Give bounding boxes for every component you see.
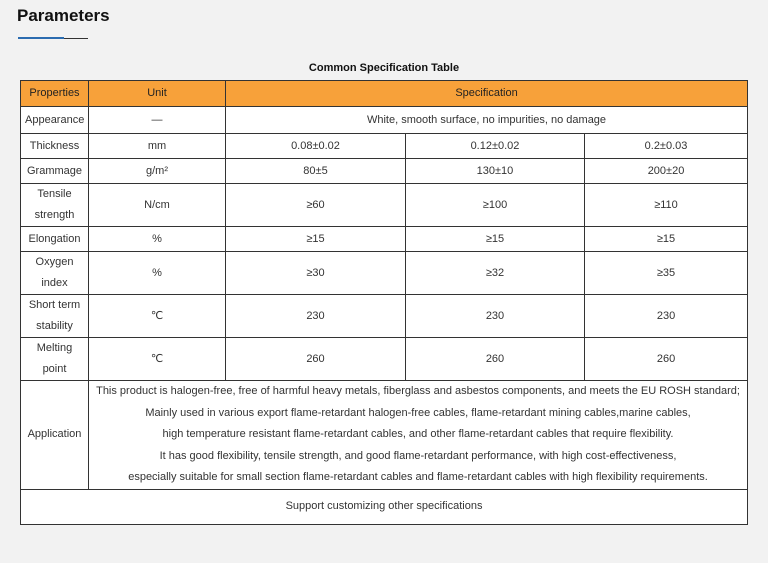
value-cell: ≥15 — [406, 227, 585, 252]
application-description — [89, 381, 748, 490]
application-line: This product is halogen-free, free of harmful heavy metals, fiberglass and asbestos components, and meets the EU ROSH standard; — [96, 385, 740, 397]
table-row — [21, 295, 748, 338]
application-line: Mainly used in various export flame-retardant halogen-free cables, flame-retardant mining cables,marine cables, — [145, 406, 691, 419]
property-line: strength — [34, 209, 75, 221]
table-row — [21, 252, 748, 295]
property-line: Thickness — [29, 139, 80, 152]
title-underline-accent — [18, 37, 64, 39]
table-row — [21, 338, 748, 381]
appearance-value: White, smooth surface, no impurities, no damage — [226, 107, 748, 134]
property-cell: Appearance — [21, 107, 89, 134]
value-cell: 0.12±0.02 — [406, 134, 585, 159]
value-cell: 260 — [406, 338, 585, 381]
value-cell: ≥35 — [585, 252, 748, 295]
table-row — [21, 227, 748, 252]
table-row — [21, 134, 748, 159]
unit-cell: ℃ — [89, 338, 226, 381]
specification-table — [20, 80, 748, 525]
table-row — [21, 159, 748, 184]
title-underline — [18, 38, 88, 39]
application-line: It has good flexibility, tensile strength, and good flame-retardant performance, with high cost-effectiveness, — [159, 449, 677, 462]
value-cell: ≥15 — [226, 227, 406, 252]
table-row — [21, 184, 748, 227]
property-line: Tensile — [37, 188, 72, 200]
value-cell: ≥15 — [585, 227, 748, 252]
value-cell: 230 — [585, 295, 748, 338]
header-properties: Properties — [21, 81, 89, 107]
value-cell: 0.08±0.02 — [226, 134, 406, 159]
property-line: index — [41, 277, 68, 289]
unit-cell: g/m² — [89, 159, 226, 184]
property-cell — [21, 252, 89, 295]
unit-cell: % — [89, 252, 226, 295]
table-row-appearance — [21, 107, 748, 134]
property-line: Oxygen — [35, 256, 74, 268]
application-line: especially suitable for small section flame-retardant cables and flame-retardant cables with high flexibility requirements. — [128, 471, 708, 483]
value-cell: 80±5 — [226, 159, 406, 184]
value-cell: 260 — [226, 338, 406, 381]
section-title: Parameters — [17, 6, 110, 25]
property-line: Short term — [28, 299, 81, 311]
property-line: Grammage — [26, 164, 83, 177]
property-cell — [21, 338, 89, 381]
header-unit: Unit — [89, 81, 226, 107]
value-cell: 260 — [585, 338, 748, 381]
property-cell — [21, 295, 89, 338]
footer-note: Support customizing other specifications — [21, 489, 748, 524]
table-caption: Common Specification Table — [308, 62, 460, 74]
value-cell: ≥32 — [406, 252, 585, 295]
table-row-footer — [21, 489, 748, 524]
property-cell — [21, 227, 89, 252]
property-line: point — [42, 363, 67, 375]
property-line: Elongation — [28, 232, 81, 245]
property-cell — [21, 184, 89, 227]
property-cell — [21, 134, 89, 159]
unit-cell: mm — [89, 134, 226, 159]
value-cell: 130±10 — [406, 159, 585, 184]
property-line: Melting — [36, 342, 73, 354]
value-cell: 230 — [406, 295, 585, 338]
value-cell: 0.2±0.03 — [585, 134, 748, 159]
property-cell — [21, 159, 89, 184]
value-cell: ≥100 — [406, 184, 585, 227]
value-cell: 230 — [226, 295, 406, 338]
application-line: high temperature resistant flame-retardant cables, and other flame-retardant cables that require flexibility. — [162, 428, 674, 440]
unit-cell: ℃ — [89, 295, 226, 338]
value-cell: ≥60 — [226, 184, 406, 227]
unit-cell: N/cm — [89, 184, 226, 227]
property-line: stability — [36, 320, 73, 332]
table-row-application — [21, 381, 748, 490]
value-cell: ≥110 — [585, 184, 748, 227]
value-cell: 200±20 — [585, 159, 748, 184]
unit-cell: % — [89, 227, 226, 252]
unit-cell: — — [89, 107, 226, 134]
application-label: Application — [21, 381, 89, 490]
header-row — [21, 81, 748, 107]
value-cell: ≥30 — [226, 252, 406, 295]
header-specification: Specification — [226, 81, 748, 107]
